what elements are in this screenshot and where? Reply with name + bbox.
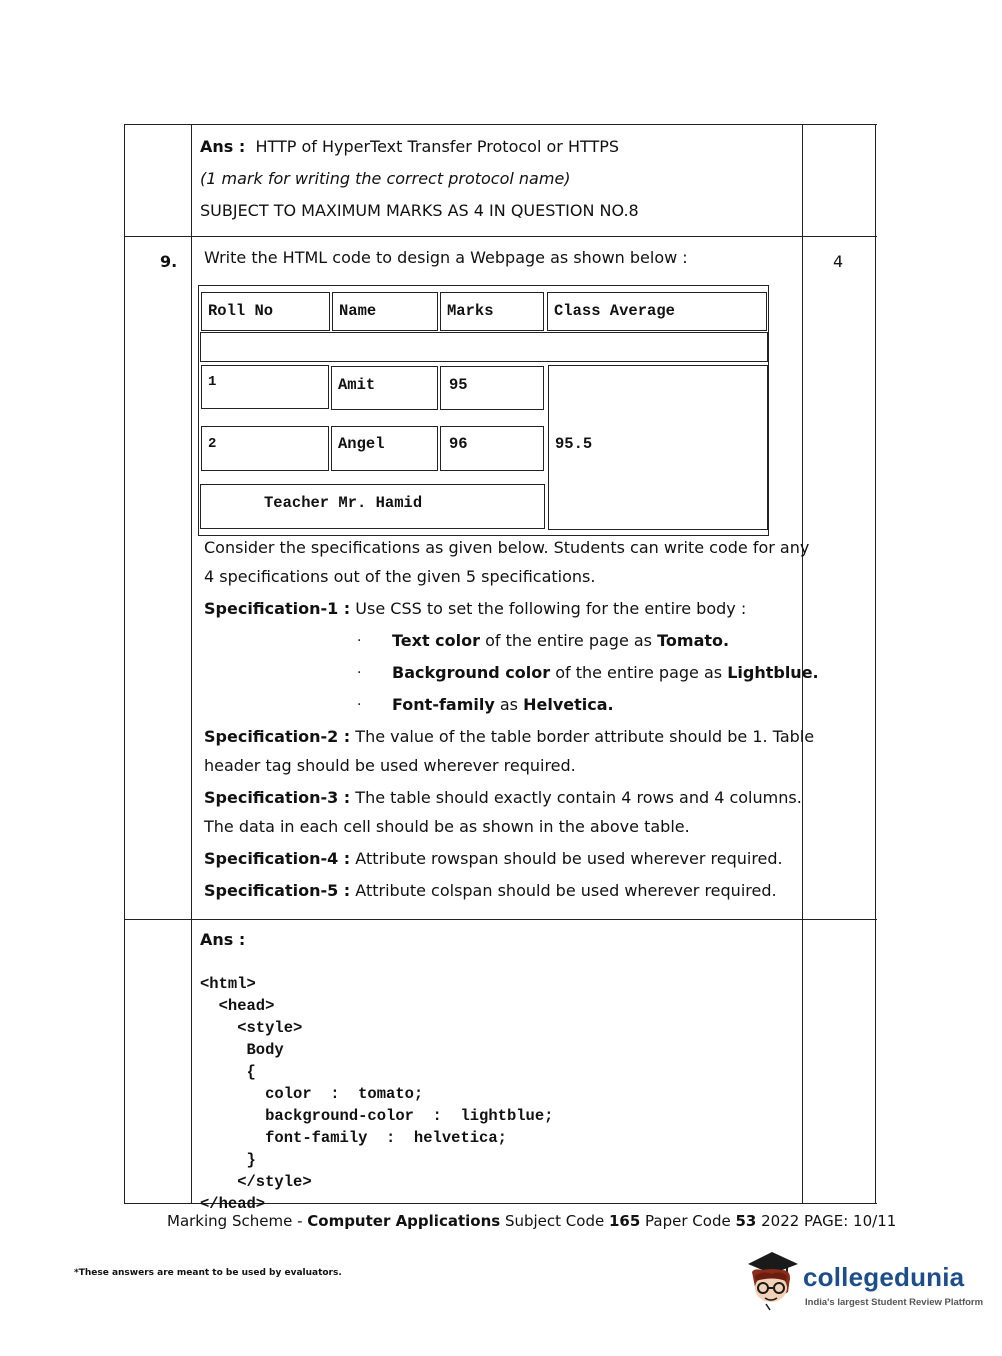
code-line: background-color : lightblue; [200, 1107, 554, 1125]
consider-line-1: Consider the specifications as given below. Students can write code for any [204, 538, 810, 557]
table-divider-2 [124, 919, 877, 920]
spec-3 [204, 788, 802, 808]
spec-2-text-2: header tag should be used wherever required. [204, 756, 576, 775]
average-value: 95.5 [555, 435, 593, 453]
row1-marks-cell [440, 366, 544, 410]
footer-subject: Computer Applications [307, 1212, 501, 1230]
code-line: font-family : helvetica; [200, 1129, 507, 1147]
disclaimer: *These answers are meant to be used by evaluators. [74, 1268, 342, 1278]
brand-name: collegedunia [803, 1262, 965, 1292]
bullet-1-bold: Text color [392, 631, 481, 650]
header-roll-text: Roll No [208, 302, 274, 320]
consider-line-2: 4 specifications out of the given 5 specifications. [204, 567, 596, 586]
footer-mid2: Paper Code [640, 1212, 736, 1230]
spec-4 [204, 849, 783, 869]
footer-prefix: Marking Scheme - [167, 1212, 308, 1230]
code-line: color : tomato; [200, 1085, 424, 1103]
spec-1 [204, 599, 746, 619]
q8-answer [200, 137, 619, 157]
footer-code: 165 [608, 1212, 641, 1230]
table-border-top [124, 124, 877, 125]
spec-5-label: Specification-5 : [204, 881, 351, 900]
collegedunia-mascot-icon [742, 1248, 802, 1312]
row2-name-cell [331, 426, 438, 471]
table-col-divider-1 [191, 124, 192, 1204]
bullet-text-color [392, 631, 729, 651]
row2-marks-cell [440, 426, 544, 471]
table-border-left [124, 124, 125, 1204]
bullet-icon: · [357, 697, 362, 713]
average-cell [548, 365, 768, 530]
code-line: } [200, 1151, 256, 1169]
q8-subject-note: SUBJECT TO MAXIMUM MARKS AS 4 IN QUESTION NO.8 [200, 201, 639, 220]
row2-name: Angel [338, 435, 385, 453]
brand-tagline: India's largest Student Review Platform [805, 1297, 984, 1308]
teacher-text: Teacher Mr. Hamid [264, 494, 423, 512]
page-footer [167, 1211, 896, 1231]
bullet-3-value: Helvetica. [523, 695, 614, 714]
footer-mid1: Subject Code [500, 1212, 609, 1230]
row1-name-cell [331, 366, 438, 410]
question-number: 9. [160, 252, 178, 271]
footer-paper: 53 [735, 1212, 757, 1230]
code-line: </style> [200, 1173, 312, 1191]
row2-roll: 2 [208, 436, 217, 452]
q8-ans-label: Ans : [200, 137, 246, 156]
bullet-3-text: as [494, 695, 524, 714]
question-text: Write the HTML code to design a Webpage as shown below : [204, 248, 688, 267]
q8-ans-text: HTTP of HyperText Transfer Protocol or HTTPS [255, 137, 620, 156]
bullet-1-text: of the entire page as [480, 631, 658, 650]
question-marks: 4 [833, 252, 844, 271]
table-divider-1 [124, 236, 877, 237]
spec-1-text: Use CSS to set the following for the entire body : [355, 599, 747, 618]
code-line: <head> [200, 997, 275, 1015]
spec-3-label: Specification-3 : [204, 788, 351, 807]
spec-1-label: Specification-1 : [204, 599, 351, 618]
spec-4-text: Attribute rowspan should be used wherever required. [355, 849, 783, 868]
spec-2 [204, 727, 814, 747]
spec-3-text-2: The data in each cell should be as shown in the above table. [204, 817, 690, 836]
bullet-icon: · [357, 665, 362, 681]
bullet-3-bold: Font-family [392, 695, 495, 714]
header-name-text: Name [339, 302, 377, 320]
code-line: </head> [200, 1195, 266, 1213]
footer-suffix: 2022 PAGE: 10/11 [756, 1212, 897, 1230]
bullet-1-value: Tomato. [657, 631, 730, 650]
code-line: <style> [200, 1019, 303, 1037]
row2-marks: 96 [449, 435, 468, 453]
header-cell-roll [201, 292, 330, 331]
bullet-icon: · [357, 633, 362, 649]
bullet-2-bold: Background color [392, 663, 551, 682]
answer-code [200, 951, 553, 1237]
code-line: <html> [200, 975, 256, 993]
table-border-right [875, 124, 876, 1204]
answer-label: Ans : [200, 930, 246, 949]
row1-roll: 1 [208, 374, 217, 390]
teacher-cell [200, 484, 545, 529]
row1-marks: 95 [449, 376, 468, 394]
spec-5-text: Attribute colspan should be used wherever required. [355, 881, 777, 900]
bullet-2-value: Lightblue. [727, 663, 819, 682]
row2-roll-cell [201, 426, 329, 471]
spec-3-text-1: The table should exactly contain 4 rows and 4 columns. [355, 788, 802, 807]
code-line: Body [200, 1041, 284, 1059]
header-cell-average [547, 292, 767, 331]
header-marks-text: Marks [447, 302, 494, 320]
bullet-background [392, 663, 819, 683]
row1-name: Amit [338, 376, 376, 394]
spec-4-label: Specification-4 : [204, 849, 351, 868]
header-cell-marks [440, 292, 544, 331]
spec-5 [204, 881, 777, 901]
empty-spacer-row [200, 332, 768, 362]
code-line: { [200, 1063, 256, 1081]
row1-roll-cell [201, 365, 329, 409]
header-cell-name [332, 292, 438, 331]
bullet-font-family [392, 695, 614, 715]
bullet-2-text: of the entire page as [550, 663, 728, 682]
spec-2-text-1: The value of the table border attribute should be 1. Table [355, 727, 815, 746]
header-average-text: Class Average [554, 302, 675, 320]
q8-mark-note: (1 mark for writing the correct protocol name) [200, 169, 571, 188]
spec-2-label: Specification-2 : [204, 727, 351, 746]
